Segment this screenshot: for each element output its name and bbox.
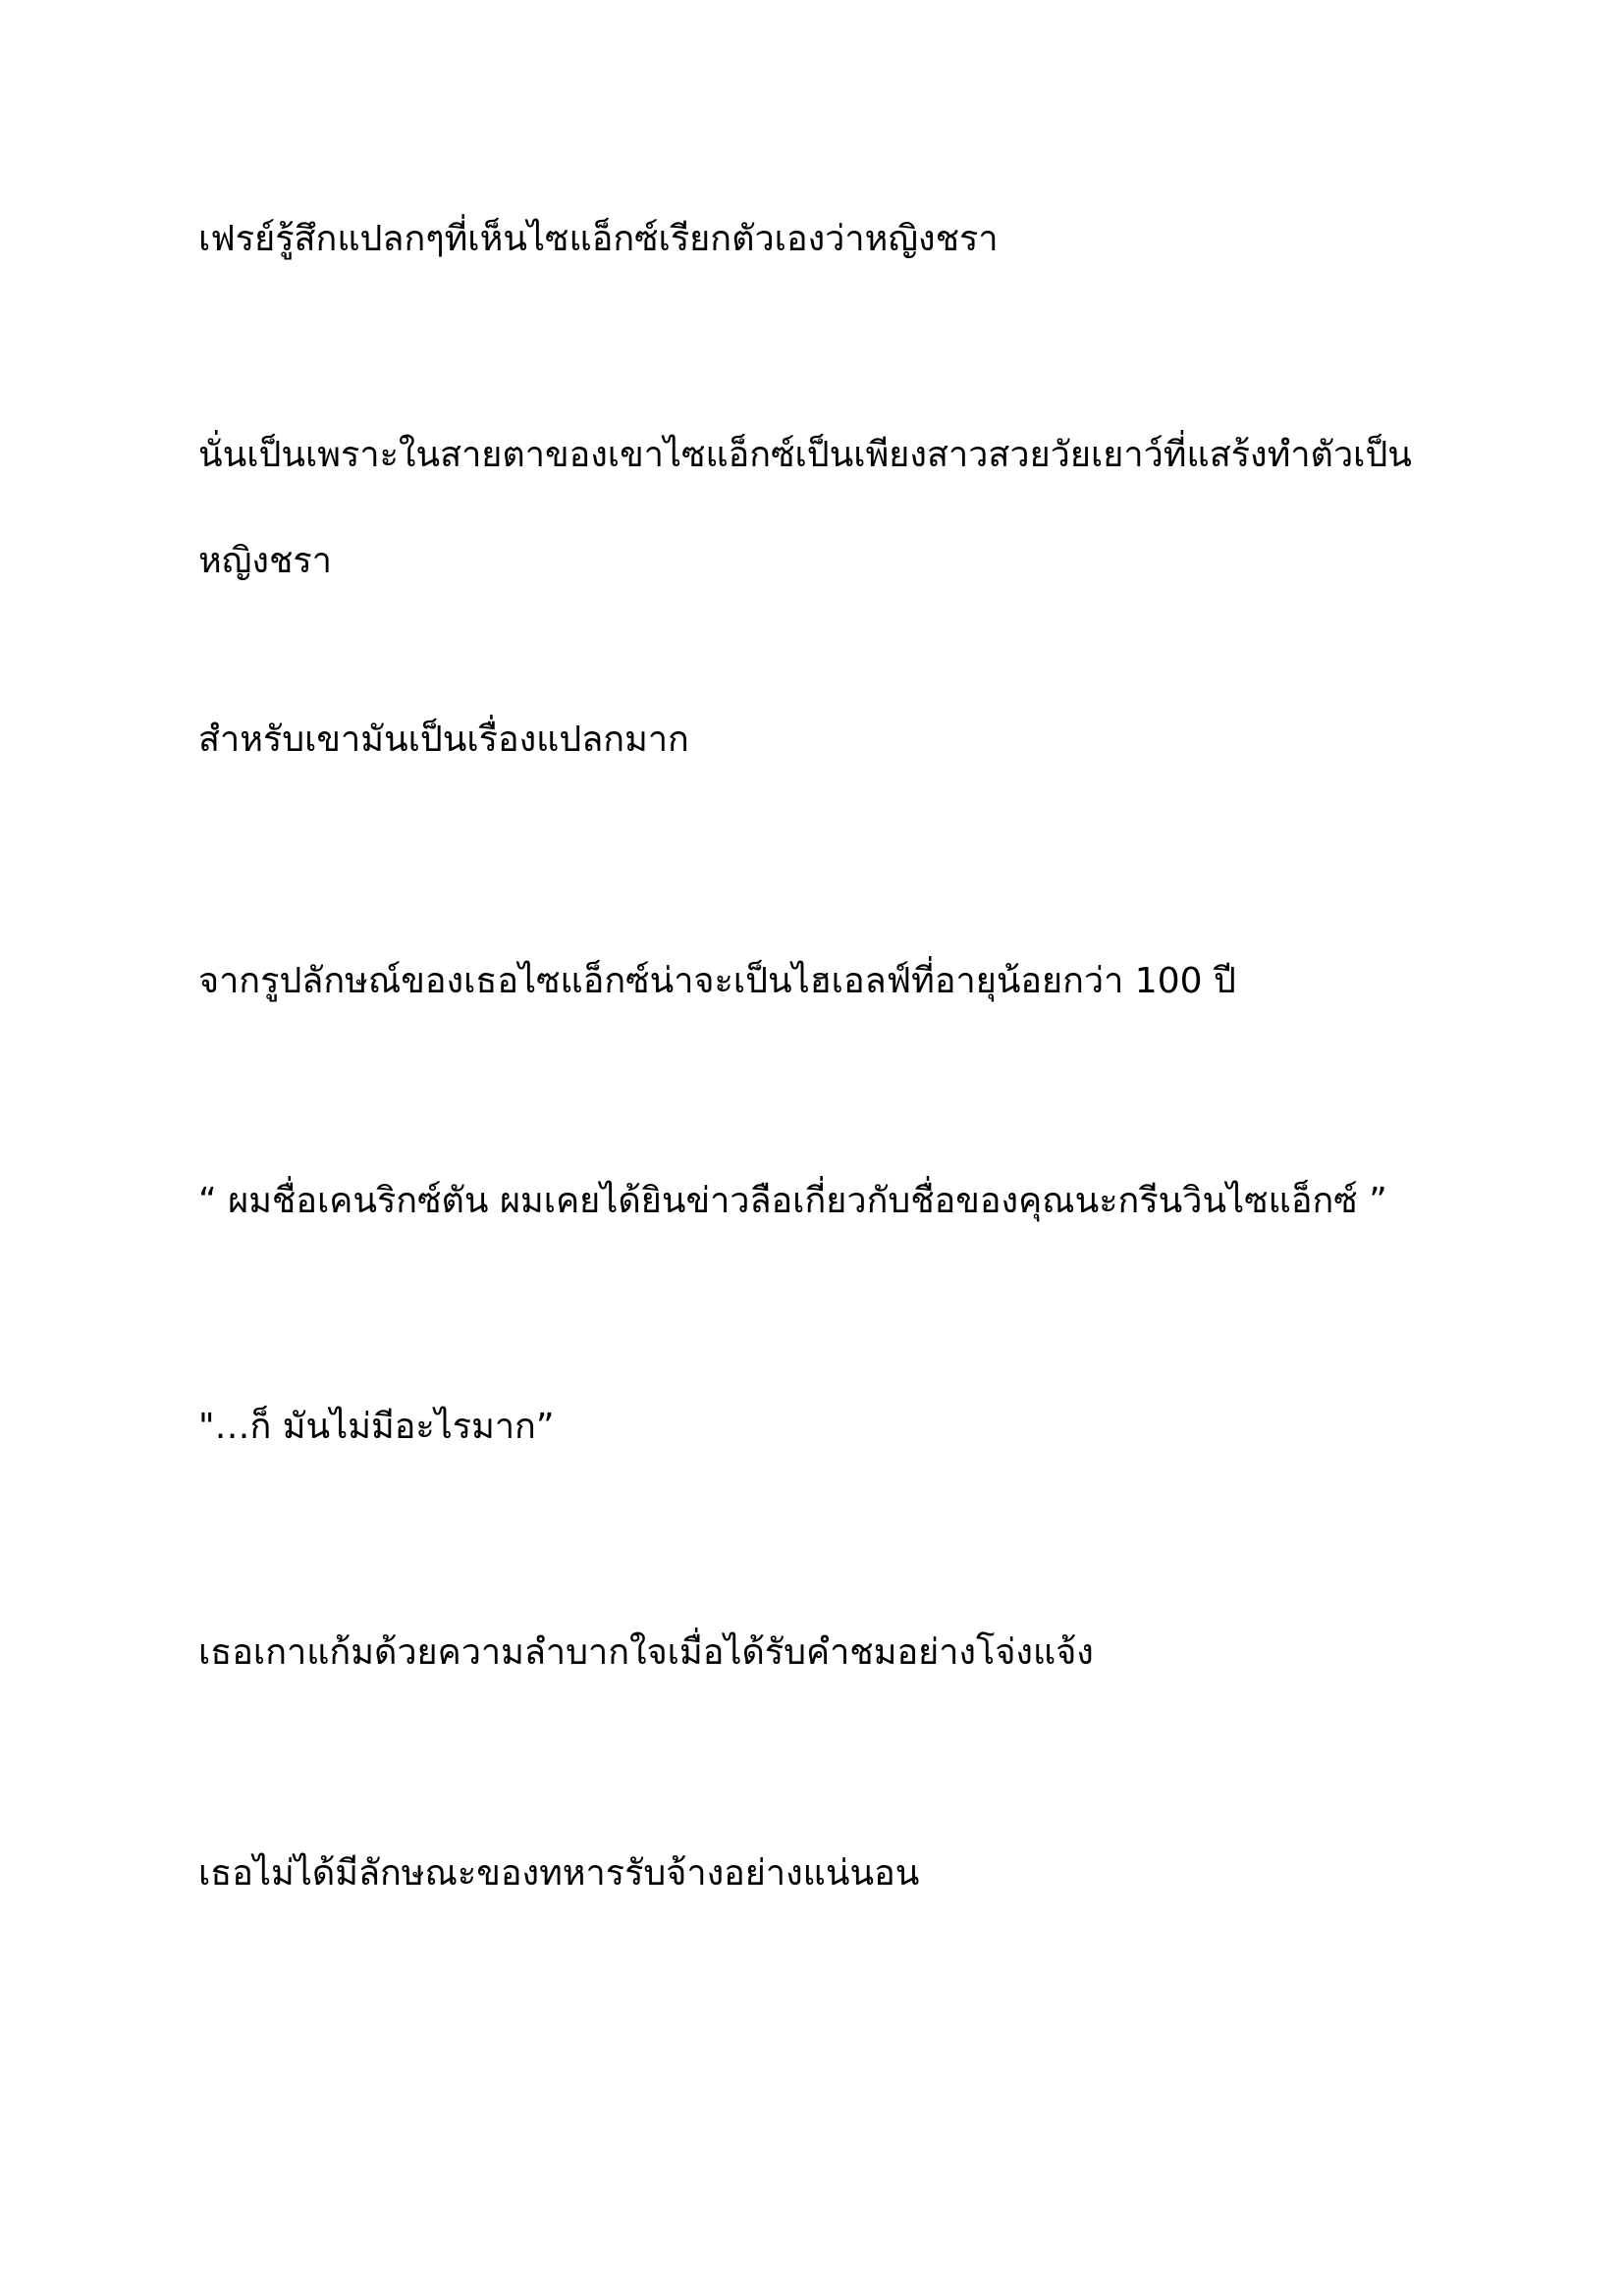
paragraph: เฟรย์รู้สึกแปลกๆที่เห็นไซแอ็กซ์เรียกตัวเองว่าหญิงชรา — [198, 219, 999, 259]
paragraph: จากรูปลักษณ์ของเธอไซแอ็กซ์น่าจะเป็นไฮเอลฟ์ที่อายุน้อยกว่า 100 ปี — [198, 961, 1236, 1001]
paragraph: “ ผมชื่อเคนริกซ์ตัน ผมเคยได้ยินข่าวลือเกี่ยวกับชื่อของคุณนะกรีนวินไซแอ็กซ์ ” — [198, 1181, 1387, 1221]
paragraph: เธอเกาแก้มด้วยความลำบากใจเมื่อได้รับคำชมอย่างโจ่งแจ้ง — [198, 1632, 1094, 1673]
paragraph: นั่นเป็นเพราะในสายตาของเขาไซแอ็กซ์เป็นเพียงสาวสวยวัยเยาว์ที่แสร้งทำตัวเป็นหญิงชรา — [198, 435, 1412, 581]
paragraph: สำหรับเขามันเป็นเรื่องแปลกมาก — [198, 720, 689, 760]
paragraph: "…ก็ มันไม่มีอะไรมาก” — [198, 1407, 555, 1447]
paragraph: เธอไม่ได้มีลักษณะของทหารรับจ้างอย่างแน่นอน — [198, 1853, 920, 1894]
